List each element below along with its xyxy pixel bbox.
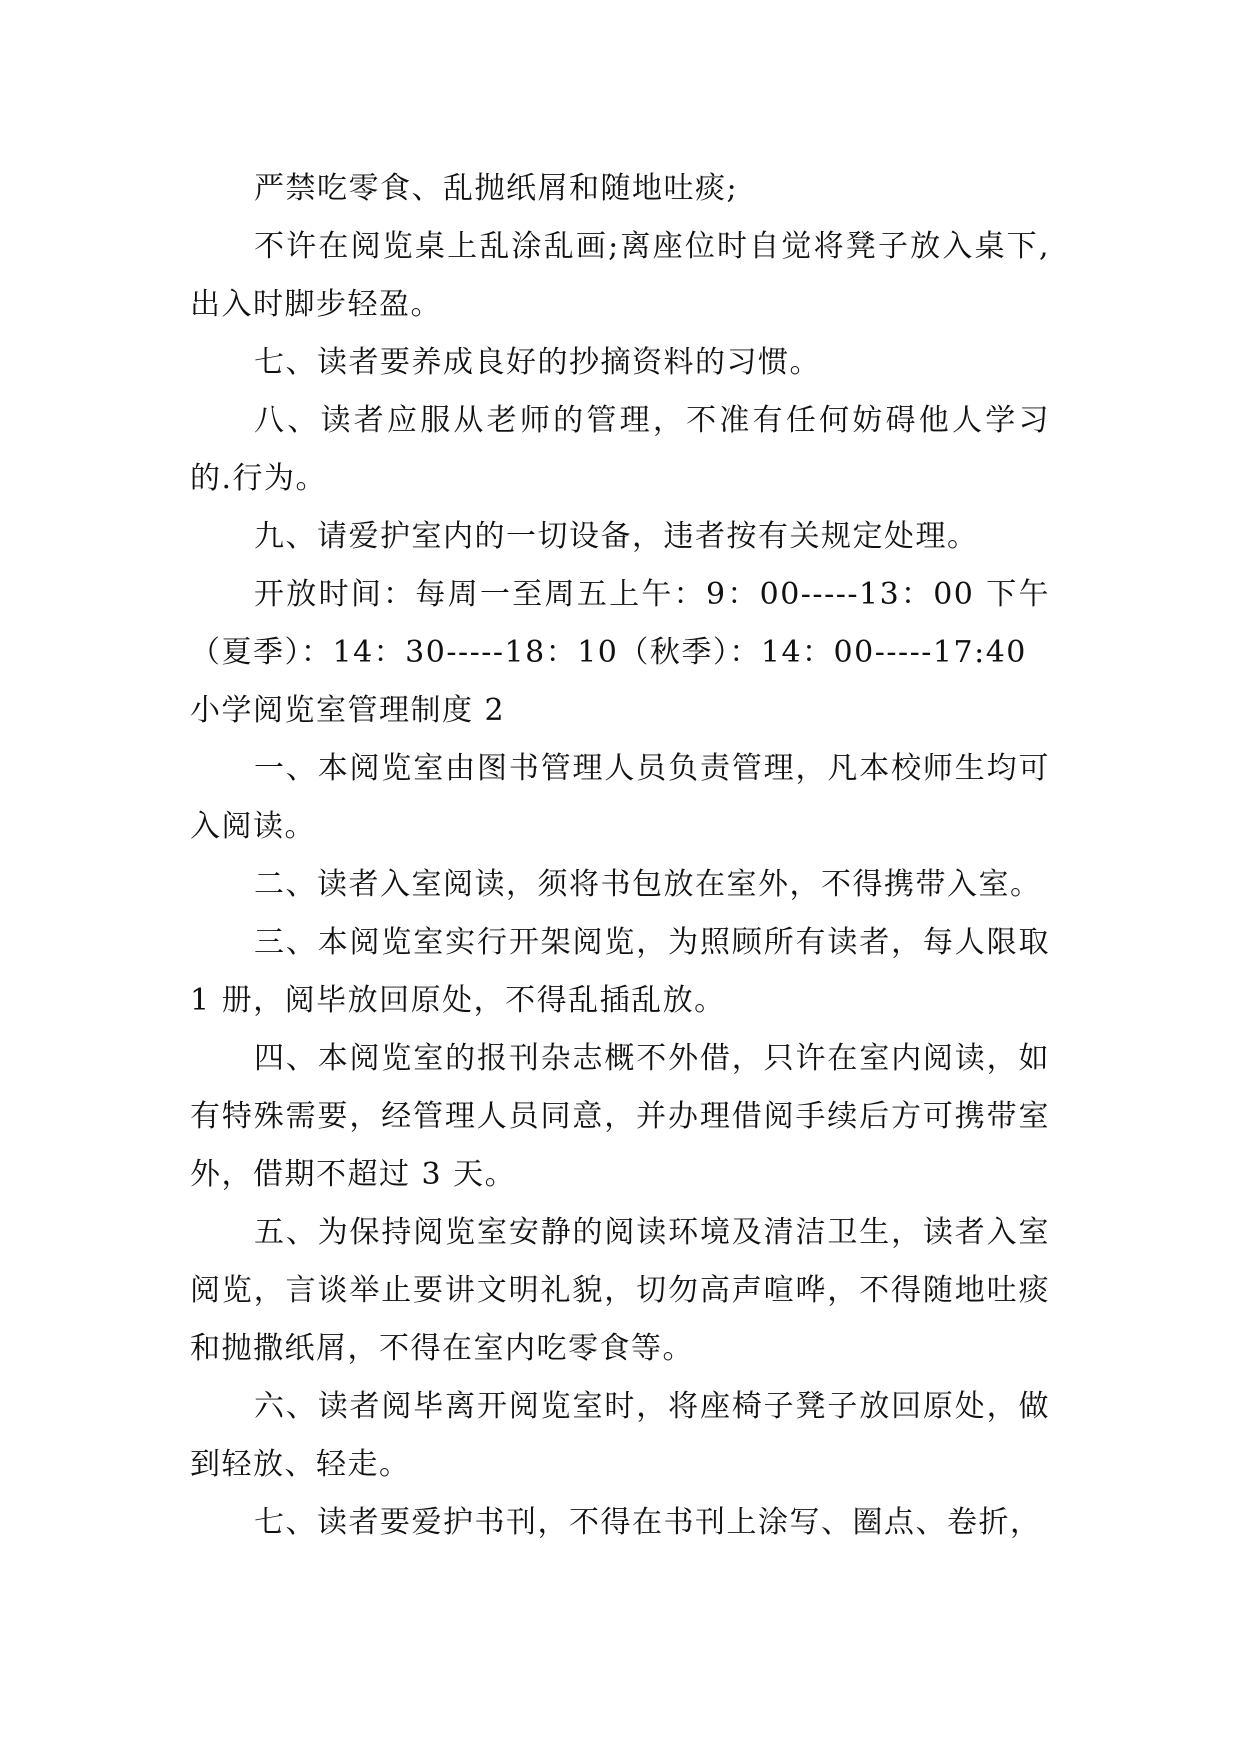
- paragraph: 一、本阅览室由图书管理人员负责管理，凡本校师生均可入阅读。: [190, 751, 1050, 844]
- paragraph: 不许在阅览桌上乱涂乱画;离座位时自觉将凳子放入桌下,出入时脚步轻盈。: [190, 229, 1050, 322]
- paragraph: 四、本阅览室的报刊杂志概不外借，只许在室内阅读，如有特殊需要，经管理人员同意，并办理借阅手续后方可携带室外，借期不超过 3 天。: [190, 1041, 1050, 1192]
- paragraph: 五、为保持阅览室安静的阅读环境及清洁卫生，读者入室阅览，言谈举止要讲文明礼貌，切勿高声喧哗，不得随地吐痰和抛撒纸屑，不得在室内吃零食等。: [190, 1215, 1050, 1366]
- document-body: [190, 160, 1050, 1552]
- paragraph: 六、读者阅毕离开阅览室时，将座椅子凳子放回原处，做到轻放、轻走。: [190, 1389, 1050, 1482]
- paragraph: 二、读者入室阅读，须将书包放在室外，不得携带入室。: [254, 867, 1042, 902]
- paragraph: 七、读者要爱护书刊，不得在书刊上涂写、圈点、卷折，: [254, 1505, 1042, 1540]
- paragraph: 八、读者应服从老师的管理，不准有任何妨碍他人学习的.行为。: [190, 403, 1050, 496]
- paragraph: 开放时间：每周一至周五上午：9：00-----13：00 下午（夏季）：14：30-----18：10（秋季）：14：00-----17:40: [190, 577, 1050, 670]
- paragraph: 七、读者要养成良好的抄摘资料的习惯。: [254, 345, 821, 380]
- paragraph: 三、本阅览室实行开架阅览，为照顾所有读者，每人限取 1 册，阅毕放回原处，不得乱插乱放。: [190, 925, 1050, 1018]
- section-heading: 小学阅览室管理制度 2: [190, 693, 506, 728]
- paragraph: 九、请爱护室内的一切设备，违者按有关规定处理。: [254, 519, 979, 554]
- paragraph: 严禁吃零食、乱抛纸屑和随地吐痰;: [254, 171, 739, 206]
